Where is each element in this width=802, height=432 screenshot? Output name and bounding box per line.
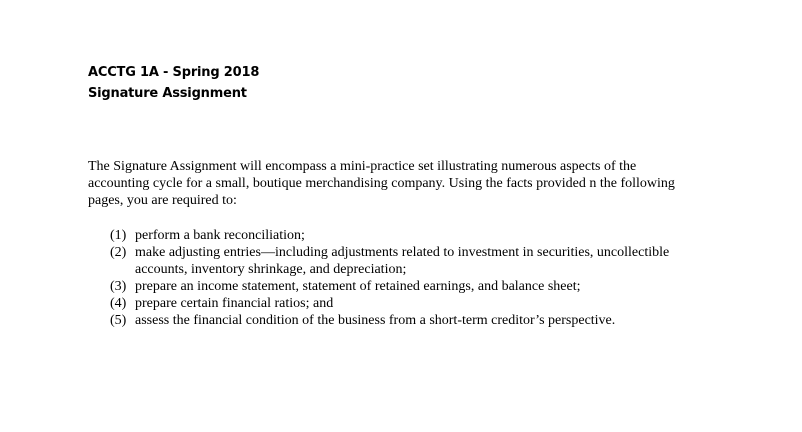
task-number: (3) <box>110 279 127 294</box>
task-number: (1) <box>110 228 127 243</box>
task-item <box>110 278 750 295</box>
task-text: prepare an income statement, statement of retained earnings, and balance sheet; <box>135 279 581 294</box>
intro-line: The Signature Assignment will encompass a mini-practice set illustrating numerous aspects of the <box>88 159 637 174</box>
assignment-title: Signature Assignment <box>88 86 247 101</box>
task-text: perform a bank reconciliation; <box>135 228 305 243</box>
task-item <box>110 312 750 329</box>
task-item <box>110 227 750 244</box>
task-text-continued: accounts, inventory shrinkage, and depreciation; <box>135 262 407 277</box>
task-list <box>110 227 750 329</box>
task-number: (2) <box>110 245 127 260</box>
intro-line: pages, you are required to: <box>88 193 237 208</box>
task-number: (4) <box>110 296 127 311</box>
task-number: (5) <box>110 313 127 328</box>
intro-paragraph <box>88 158 728 209</box>
task-text: make adjusting entries—including adjustments related to investment in securities, uncollectible <box>135 245 670 260</box>
task-text: prepare certain financial ratios; and <box>135 296 334 311</box>
course-title: ACCTG 1A - Spring 2018 <box>88 65 260 80</box>
task-item <box>110 244 750 278</box>
task-item <box>110 295 750 312</box>
task-text: assess the financial condition of the business from a short-term creditor’s perspective. <box>135 313 616 328</box>
intro-line: accounting cycle for a small, boutique merchandising company. Using the facts provided n the following <box>88 176 675 191</box>
